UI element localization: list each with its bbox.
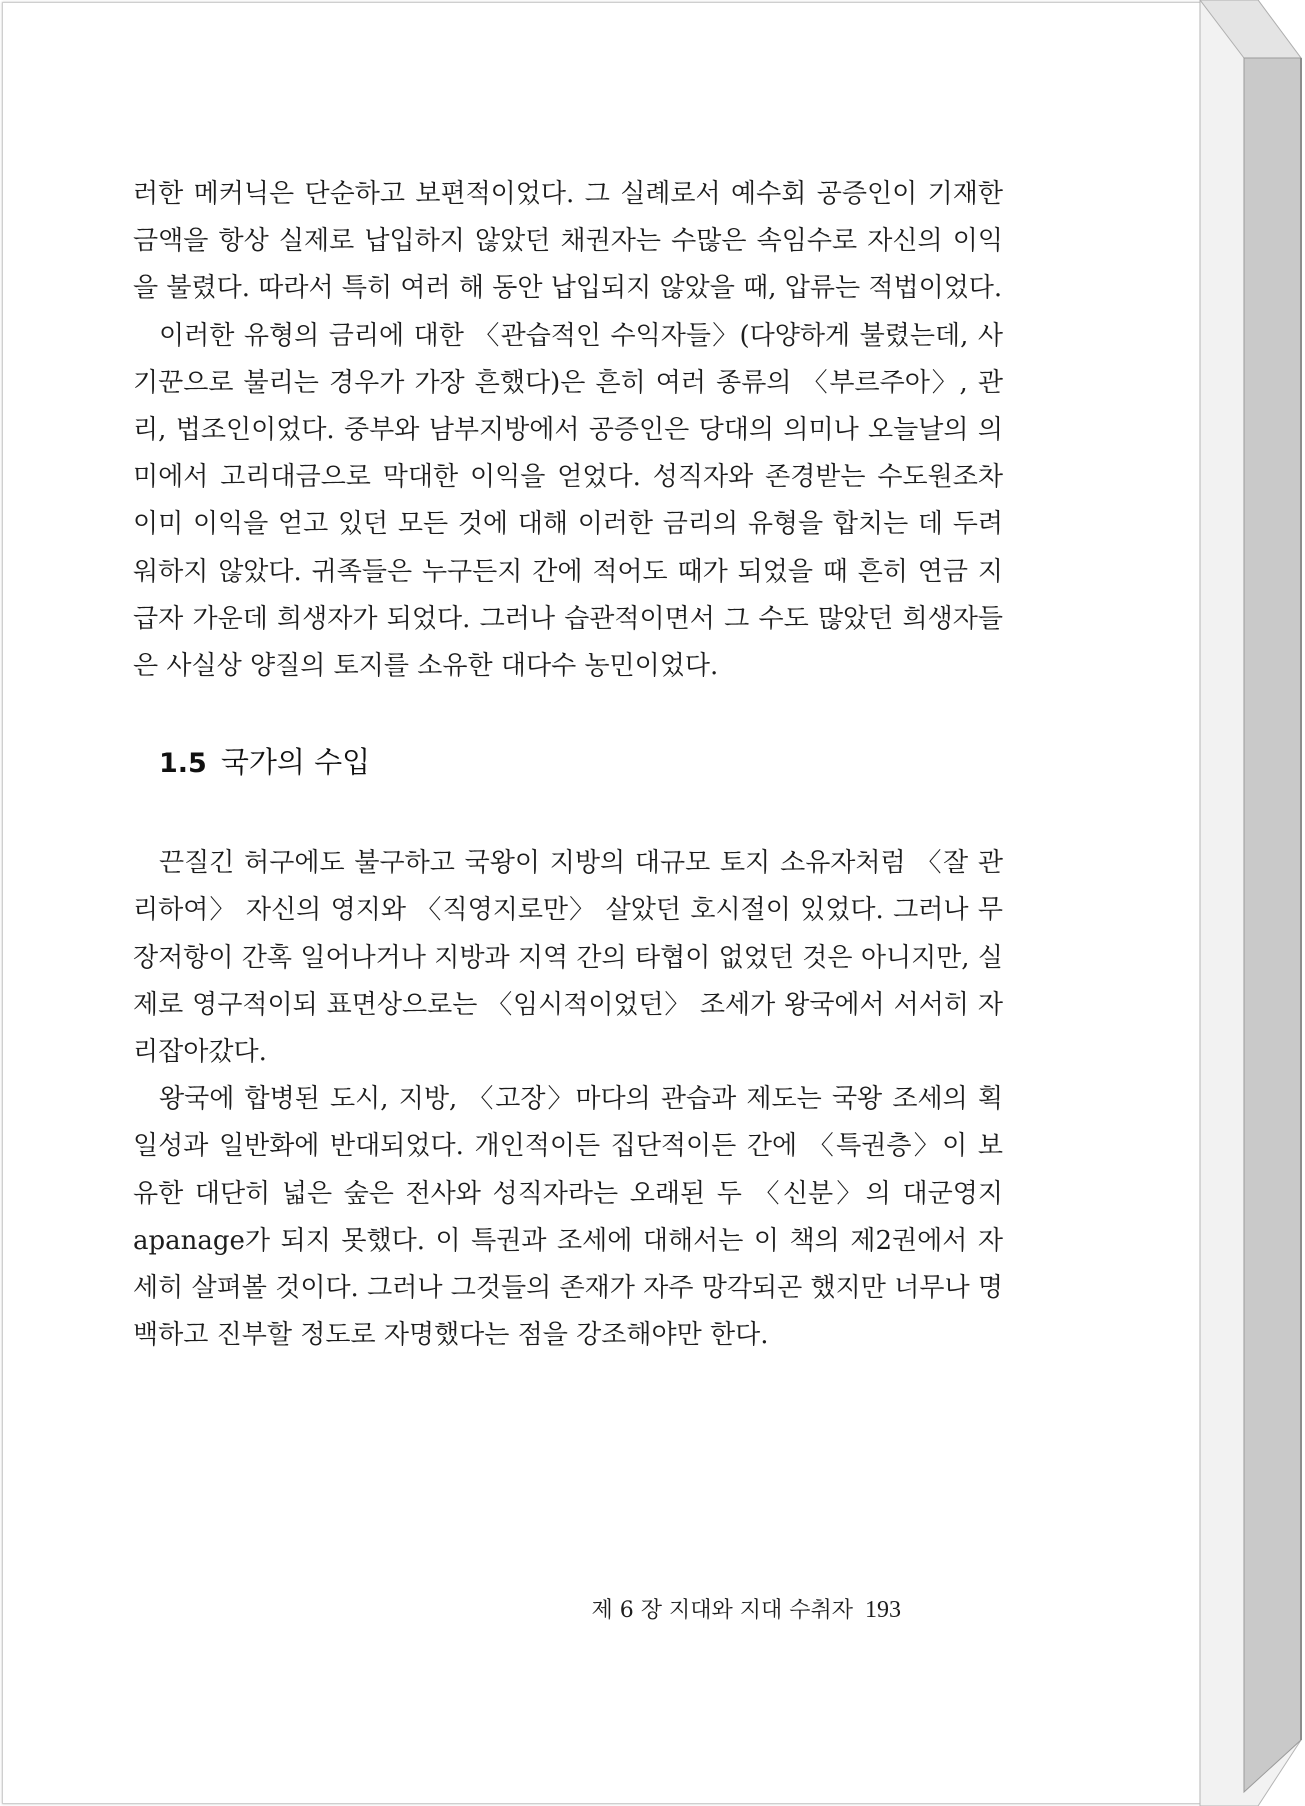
section-number: 1.5 [159, 748, 207, 780]
paragraph-4: 왕국에 합병된 도시, 지방, 〈고장〉마다의 관습과 제도는 국왕 조세의 획일성과 일반화에 반대되었다. 개인적이든 집단적이든 간에 〈특권층〉이 보유한 대단히 넓은 숲은 전사와 성직자라는 오래된 두 〈신분〉의 대군영지 apanage가 되지 못했다. 이 특권과 조세에 대해서는 이 책의 제2권에서 자세히 살펴볼 것이다. 그러나 그것들의 존재가 자주 망각되곤 했지만 너무나 명백하고 진부할 정도로 자명했다는 점을 강조해야만 한다. [133, 1084, 1003, 1351]
page-body [133, 171, 1003, 1359]
running-footer [592, 1593, 901, 1624]
section-heading [159, 742, 1003, 784]
paragraph-1: 러한 메커닉은 단순하고 보편적이었다. 그 실례로서 예수회 공증인이 기재한 금액을 항상 실제로 납입하지 않았던 채권자는 수많은 속임수로 자신의 이익을 불렸다. 따라서 특히 여러 해 동안 납입되지 않았을 때, 압류는 적법이었다. [133, 179, 1003, 304]
paragraph-2: 이러한 유형의 금리에 대한 〈관습적인 수익자들〉(다양하게 불렸는데, 사기꾼으로 불리는 경우가 가장 흔했다)은 흔히 여러 종류의 〈부르주아〉, 관리, 법조인이었다. 중부와 남부지방에서 공증인은 당대의 의미나 오늘날의 의미에서 고리대금으로 막대한 이익을 얻었다. 성직자와 존경받는 수도원조차 이미 이익을 얻고 있던 모든 것에 대해 이러한 금리의 유형을 합치는 데 두려워하지 않았다. 귀족들은 누구든지 간에 적어도 때가 되었을 때 흔히 연금 지급자 가운데 희생자가 되었다. 그러나 습관적이면서 그 수도 많았던 희생자들은 사실상 양질의 토지를 소유한 대다수 농민이었다. [133, 320, 1003, 682]
section-title: 국가의 수입 [220, 745, 371, 780]
page-number: 193 [865, 1597, 901, 1623]
chapter-title: 제 6 장 지대와 지대 수취자 [591, 1598, 853, 1623]
paragraph-3: 끈질긴 허구에도 불구하고 국왕이 지방의 대규모 토지 소유자처럼 〈잘 관리하여〉 자신의 영지와 〈직영지로만〉 살았던 호시절이 있었다. 그러나 무장저항이 간혹 일어나거나 지방과 지역 간의 타협이 없었던 것은 아니지만, 실제로 영구적이되 표면상으로는 〈임시적이었던〉 조세가 왕국에서 서서히 자리잡아갔다. [133, 848, 1003, 1068]
book-page [2, 2, 1202, 1804]
